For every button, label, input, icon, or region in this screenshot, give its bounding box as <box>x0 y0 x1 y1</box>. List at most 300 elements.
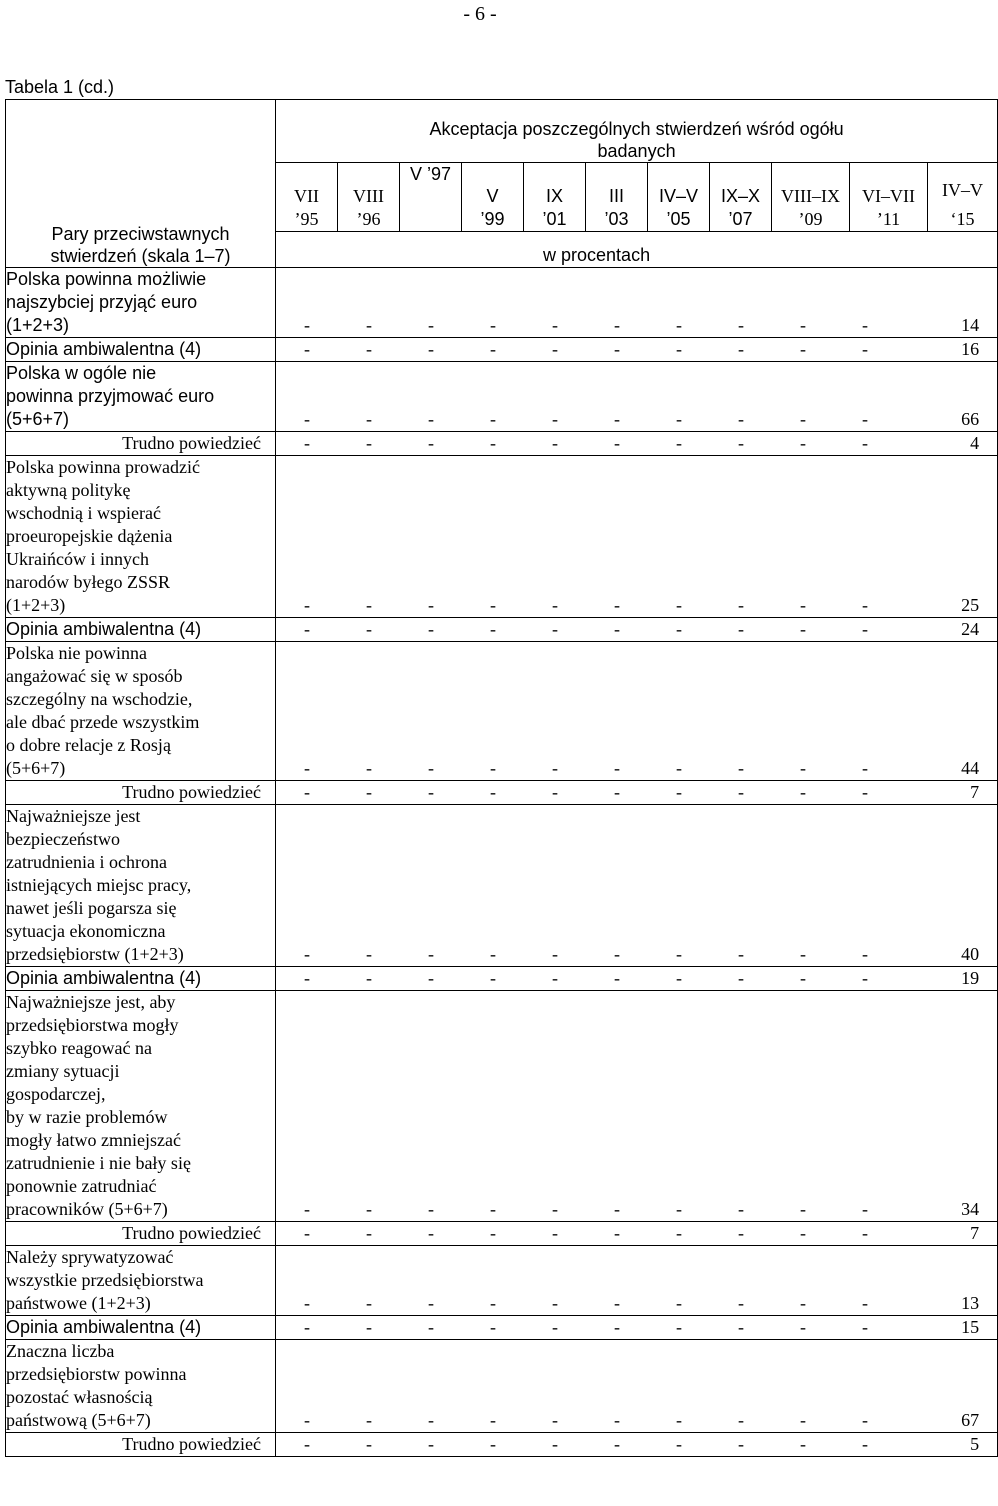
value-cell: - <box>428 433 434 453</box>
value-cell: - <box>552 1199 558 1219</box>
value-cell: - <box>800 339 806 359</box>
year-header-line2: ’95 <box>294 209 319 230</box>
value-cell: - <box>676 339 682 359</box>
value-cell: - <box>676 944 682 964</box>
table-row <box>6 805 998 967</box>
value-cell: - <box>738 619 744 639</box>
value-cell-last: 44 <box>961 758 980 778</box>
row-label-line: powinna przyjmować euro <box>6 386 215 406</box>
row-label-line: Najważniejsze jest <box>6 806 141 826</box>
year-header <box>928 162 998 232</box>
year-header <box>524 162 586 232</box>
value-cell: - <box>552 1434 558 1454</box>
table-row <box>6 432 998 456</box>
value-cell: - <box>428 595 434 615</box>
value-cell: - <box>428 968 434 988</box>
value-cell: - <box>428 1199 434 1219</box>
row-label-line: pracowników (5+6+7) <box>6 1199 168 1219</box>
row-label <box>6 1340 276 1433</box>
value-cell: - <box>428 1434 434 1454</box>
row-label-line: wschodnią i wspierać <box>6 503 161 523</box>
row-label-line: zmiany sytuacji <box>6 1061 120 1081</box>
year-header <box>772 162 850 232</box>
row-label <box>6 362 276 432</box>
row-label-line: istniejących miejsc pracy, <box>6 875 192 895</box>
value-cell: - <box>552 1317 558 1337</box>
table-row <box>6 618 998 642</box>
value-cell: - <box>552 968 558 988</box>
row-label <box>6 1433 276 1457</box>
row-values <box>276 805 998 967</box>
value-cell: - <box>614 339 620 359</box>
row-label-line: państwową (5+6+7) <box>6 1410 151 1430</box>
value-cell: - <box>862 1317 868 1337</box>
row-values-line <box>276 408 997 431</box>
value-cell: - <box>800 944 806 964</box>
supercolumn-header: Akceptacja poszczególnych stwierdzeń wśród ogółu badanych <box>276 100 998 163</box>
row-label-line: zatrudnienie i nie bały się <box>6 1153 191 1173</box>
row-label-line: Polska powinna możliwie <box>6 269 207 289</box>
row-values-line <box>276 1292 997 1315</box>
value-cell-last: 66 <box>961 409 980 429</box>
value-cell: - <box>366 1317 372 1337</box>
row-values <box>276 1246 998 1316</box>
value-cell: - <box>304 1317 310 1337</box>
value-cell-last: 16 <box>961 339 980 359</box>
value-cell: - <box>862 1410 868 1430</box>
value-cell: - <box>428 1293 434 1313</box>
value-cell: - <box>366 968 372 988</box>
value-cell: - <box>366 1293 372 1313</box>
row-label-line: narodów byłego ZSSR <box>6 572 170 592</box>
value-cell: - <box>614 1317 620 1337</box>
value-cell: - <box>676 1223 682 1243</box>
row-label-line: angażować się w sposób <box>6 666 183 686</box>
row-values <box>276 618 998 642</box>
value-cell-last: 7 <box>970 782 980 802</box>
value-cell: - <box>552 619 558 639</box>
value-cell: - <box>304 315 310 335</box>
value-cell: - <box>676 1293 682 1313</box>
row-values <box>276 642 998 781</box>
row-values <box>276 967 998 991</box>
value-cell: - <box>614 409 620 429</box>
value-cell: - <box>304 339 310 359</box>
value-cell: - <box>862 339 868 359</box>
year-header-line2: ’09 <box>798 209 823 230</box>
year-header <box>850 162 928 232</box>
row-values-line <box>276 594 997 617</box>
value-cell: - <box>738 1199 744 1219</box>
value-cell: - <box>800 315 806 335</box>
value-cell: - <box>800 595 806 615</box>
table-body <box>6 268 998 1457</box>
row-label-line: zatrudnienia i ochrona <box>6 852 167 872</box>
value-cell: - <box>366 409 372 429</box>
value-cell: - <box>862 433 868 453</box>
year-header-line1: VI–VII <box>862 186 915 207</box>
value-cell: - <box>676 1434 682 1454</box>
row-label-line: Polska w ogóle nie <box>6 363 157 383</box>
value-cell: - <box>490 433 496 453</box>
value-cell: - <box>862 315 868 335</box>
value-cell: - <box>738 1317 744 1337</box>
row-values-line <box>276 1433 997 1456</box>
value-cell: - <box>676 1410 682 1430</box>
table-row <box>6 1246 998 1316</box>
table-row <box>6 967 998 991</box>
year-header-line2: ’11 <box>876 209 901 230</box>
value-cell: - <box>490 1317 496 1337</box>
table-row <box>6 338 998 362</box>
value-cell: - <box>676 409 682 429</box>
value-cell: - <box>428 1410 434 1430</box>
table-row <box>6 456 998 618</box>
row-values-line <box>276 618 997 641</box>
value-cell: - <box>490 944 496 964</box>
value-cell: - <box>800 433 806 453</box>
value-cell: - <box>304 409 310 429</box>
value-cell: - <box>800 619 806 639</box>
row-values <box>276 781 998 805</box>
row-label <box>6 781 276 805</box>
row-label-line: Ukraińców i innych <box>6 549 149 569</box>
row-values-line <box>276 432 997 455</box>
value-cell: - <box>614 619 620 639</box>
value-cell: - <box>676 315 682 335</box>
value-cell: - <box>800 758 806 778</box>
value-cell: - <box>614 595 620 615</box>
row-label-line: szybko reagować na <box>6 1038 152 1058</box>
value-cell: - <box>490 339 496 359</box>
row-label-line: Trudno powiedzieć <box>122 1223 261 1243</box>
row-label-line: Opinia ambiwalentna (4) <box>6 1317 202 1337</box>
table-row <box>6 1222 998 1246</box>
value-cell: - <box>428 758 434 778</box>
value-cell: - <box>614 1223 620 1243</box>
value-cell: - <box>304 1293 310 1313</box>
value-cell: - <box>552 1293 558 1313</box>
value-cell: - <box>366 433 372 453</box>
value-cell-last: 24 <box>961 619 980 639</box>
value-cell: - <box>428 315 434 335</box>
value-cell: - <box>738 1223 744 1243</box>
year-header-line2: ’07 <box>728 209 753 230</box>
row-label-line: (5+6+7) <box>6 409 70 429</box>
year-header <box>586 162 648 232</box>
row-label <box>6 1316 276 1340</box>
row-label-line: pozostać własnością <box>6 1387 153 1407</box>
value-cell: - <box>304 758 310 778</box>
value-cell: - <box>552 1410 558 1430</box>
value-cell: - <box>676 595 682 615</box>
row-label <box>6 268 276 338</box>
value-cell: - <box>304 782 310 802</box>
row-values <box>276 1340 998 1433</box>
year-header-line2: ’01 <box>542 209 567 230</box>
value-cell: - <box>800 1410 806 1430</box>
value-cell: - <box>552 944 558 964</box>
value-cell: - <box>490 1410 496 1430</box>
year-header <box>710 162 772 232</box>
value-cell: - <box>552 1223 558 1243</box>
row-label-line: Należy sprywatyzować <box>6 1247 174 1267</box>
table-row <box>6 1340 998 1433</box>
value-cell: - <box>428 339 434 359</box>
row-values <box>276 1433 998 1457</box>
value-cell: - <box>676 1317 682 1337</box>
year-header <box>276 162 338 232</box>
value-cell: - <box>366 1434 372 1454</box>
year-header <box>462 162 524 232</box>
value-cell: - <box>428 1317 434 1337</box>
row-values <box>276 456 998 618</box>
row-values <box>276 362 998 432</box>
value-cell-last: 19 <box>961 968 980 988</box>
value-cell-last: 14 <box>961 315 980 335</box>
table-row <box>6 781 998 805</box>
value-cell: - <box>862 619 868 639</box>
row-values <box>276 432 998 456</box>
value-cell: - <box>614 1410 620 1430</box>
value-cell: - <box>428 944 434 964</box>
value-cell: - <box>552 782 558 802</box>
row-label-line: Znaczna liczba <box>6 1341 115 1361</box>
value-cell: - <box>366 758 372 778</box>
value-cell: - <box>738 782 744 802</box>
year-header <box>648 162 710 232</box>
year-header-line1: VIII <box>353 186 384 207</box>
row-label-line: Trudno powiedzieć <box>122 782 261 802</box>
value-cell: - <box>304 1410 310 1430</box>
value-cell: - <box>738 1293 744 1313</box>
value-cell: - <box>676 782 682 802</box>
value-cell: - <box>862 1293 868 1313</box>
row-label-line: Polska powinna prowadzić <box>6 457 200 477</box>
value-cell: - <box>490 1199 496 1219</box>
row-label-line: Opinia ambiwalentna (4) <box>6 339 202 359</box>
year-header-line1: IV–V <box>942 180 984 201</box>
table-row <box>6 1316 998 1340</box>
value-cell: - <box>614 1434 620 1454</box>
value-cell: - <box>862 1434 868 1454</box>
value-cell: - <box>428 619 434 639</box>
value-cell: - <box>800 968 806 988</box>
value-cell: - <box>738 968 744 988</box>
row-label-line: wszystkie przedsiębiorstwa <box>6 1270 204 1290</box>
row-label <box>6 1246 276 1316</box>
value-cell: - <box>490 315 496 335</box>
row-label-line: przedsiębiorstw powinna <box>6 1364 187 1384</box>
value-cell: - <box>614 944 620 964</box>
row-label-line: Opinia ambiwalentna (4) <box>6 619 202 639</box>
value-cell: - <box>614 758 620 778</box>
row-label-line: ale dbać przede wszystkim <box>6 712 200 732</box>
value-cell: - <box>552 409 558 429</box>
value-cell: - <box>490 1293 496 1313</box>
row-label-line: (1+2+3) <box>6 595 66 615</box>
value-cell: - <box>552 595 558 615</box>
value-cell: - <box>490 758 496 778</box>
value-cell: - <box>738 433 744 453</box>
value-cell: - <box>366 944 372 964</box>
stub-header: Pary przeciwstawnych stwierdzeń (skala 1–7) <box>6 100 276 268</box>
value-cell: - <box>304 968 310 988</box>
value-cell: - <box>676 1199 682 1219</box>
value-cell: - <box>304 1223 310 1243</box>
row-label-line: (5+6+7) <box>6 758 66 778</box>
value-cell: - <box>304 944 310 964</box>
value-cell: - <box>862 782 868 802</box>
value-cell: - <box>738 409 744 429</box>
value-cell: - <box>304 1434 310 1454</box>
row-values <box>276 1222 998 1246</box>
value-cell: - <box>490 409 496 429</box>
value-cell: - <box>800 1293 806 1313</box>
row-label-line: nawet jeśli pogarsza się <box>6 898 177 918</box>
year-header <box>400 162 462 232</box>
value-cell: - <box>738 595 744 615</box>
value-cell: - <box>428 409 434 429</box>
row-label <box>6 432 276 456</box>
value-cell: - <box>738 339 744 359</box>
value-cell: - <box>676 619 682 639</box>
row-label <box>6 991 276 1222</box>
value-cell: - <box>490 1434 496 1454</box>
value-cell-last: 13 <box>961 1293 980 1313</box>
row-label-line: sytuacja ekonomiczna <box>6 921 166 941</box>
row-label-line: Polska nie powinna <box>6 643 147 663</box>
year-header-line2: ’03 <box>604 209 629 230</box>
year-header <box>338 162 400 232</box>
row-values-line <box>276 1222 997 1245</box>
value-cell: - <box>366 315 372 335</box>
year-header-line1: IX <box>545 186 563 207</box>
value-cell: - <box>738 315 744 335</box>
value-cell-last: 7 <box>970 1223 980 1243</box>
value-cell: - <box>366 339 372 359</box>
year-header-line1: IV–V <box>658 186 699 207</box>
row-values <box>276 268 998 338</box>
value-cell-last: 40 <box>961 944 980 964</box>
row-label-line: mogły łatwo zmniejszać <box>6 1130 181 1150</box>
value-cell: - <box>614 782 620 802</box>
table-row <box>6 268 998 338</box>
value-cell: - <box>862 944 868 964</box>
table-row <box>6 1433 998 1457</box>
value-cell: - <box>304 619 310 639</box>
value-cell: - <box>738 1434 744 1454</box>
year-header-line2: ’99 <box>480 209 505 230</box>
value-cell: - <box>490 968 496 988</box>
value-cell: - <box>676 758 682 778</box>
value-cell: - <box>552 339 558 359</box>
data-table <box>5 99 998 1457</box>
unit-header: w procentach <box>276 232 998 268</box>
table-row <box>6 362 998 432</box>
row-label <box>6 338 276 362</box>
row-label-line: proeuropejskie dążenia <box>6 526 173 546</box>
value-cell: - <box>428 782 434 802</box>
value-cell: - <box>738 1410 744 1430</box>
value-cell: - <box>862 1223 868 1243</box>
year-header-line2: ’05 <box>666 209 691 230</box>
value-cell: - <box>366 1223 372 1243</box>
row-label-line: bezpieczeństwo <box>6 829 120 849</box>
year-header-line1: V <box>486 186 499 207</box>
row-values <box>276 1316 998 1340</box>
row-label <box>6 642 276 781</box>
row-label-line: ponownie zatrudniać <box>6 1176 157 1196</box>
value-cell: - <box>862 1199 868 1219</box>
table-caption: Tabela 1 (cd.) <box>5 77 115 97</box>
value-cell: - <box>490 619 496 639</box>
row-values-line <box>276 338 997 361</box>
row-label-line: przedsiębiorstwa mogły <box>6 1015 179 1035</box>
value-cell: - <box>490 595 496 615</box>
value-cell-last: 4 <box>970 433 980 453</box>
row-values-line <box>276 757 997 780</box>
value-cell-last: 15 <box>961 1317 980 1337</box>
row-label <box>6 1222 276 1246</box>
value-cell: - <box>800 1434 806 1454</box>
value-cell: - <box>862 595 868 615</box>
row-label-line: Opinia ambiwalentna (4) <box>6 968 202 988</box>
row-label-line: by w razie problemów <box>6 1107 168 1127</box>
year-header-line1: V ’97 <box>409 163 452 184</box>
row-label-line: Najważniejsze jest, aby <box>6 992 176 1012</box>
value-cell: - <box>490 782 496 802</box>
year-header-line2: ‘15 <box>950 209 975 230</box>
value-cell: - <box>738 758 744 778</box>
value-cell-last: 34 <box>961 1199 980 1219</box>
value-cell: - <box>552 758 558 778</box>
row-label-line: Trudno powiedzieć <box>122 433 261 453</box>
value-cell-last: 67 <box>961 1410 980 1430</box>
row-values-line <box>276 1316 997 1339</box>
value-cell: - <box>366 595 372 615</box>
row-label-line: o dobre relacje z Rosją <box>6 735 171 755</box>
value-cell: - <box>614 968 620 988</box>
value-cell: - <box>614 315 620 335</box>
year-header-line1: VII <box>294 186 319 207</box>
row-values-line <box>276 1409 997 1432</box>
value-cell: - <box>862 758 868 778</box>
row-label-line: (1+2+3) <box>6 315 70 335</box>
table-header <box>6 100 998 268</box>
value-cell: - <box>614 1293 620 1313</box>
value-cell: - <box>800 1223 806 1243</box>
year-header-line1: VIII–IX <box>781 186 840 207</box>
year-header-line1: III <box>608 186 624 207</box>
value-cell: - <box>428 1223 434 1243</box>
row-values-line <box>276 1198 997 1221</box>
value-cell: - <box>366 1199 372 1219</box>
value-cell: - <box>800 782 806 802</box>
value-cell: - <box>676 433 682 453</box>
value-cell: - <box>800 1317 806 1337</box>
value-cell: - <box>552 315 558 335</box>
row-label-line: najszybciej przyjąć euro <box>6 292 198 312</box>
row-label-line: Trudno powiedzieć <box>122 1434 261 1454</box>
row-values-line <box>276 967 997 990</box>
value-cell: - <box>366 1410 372 1430</box>
page-number: - 6 - <box>463 3 497 25</box>
value-cell: - <box>552 433 558 453</box>
value-cell: - <box>366 782 372 802</box>
value-cell: - <box>862 409 868 429</box>
value-cell: - <box>614 1199 620 1219</box>
